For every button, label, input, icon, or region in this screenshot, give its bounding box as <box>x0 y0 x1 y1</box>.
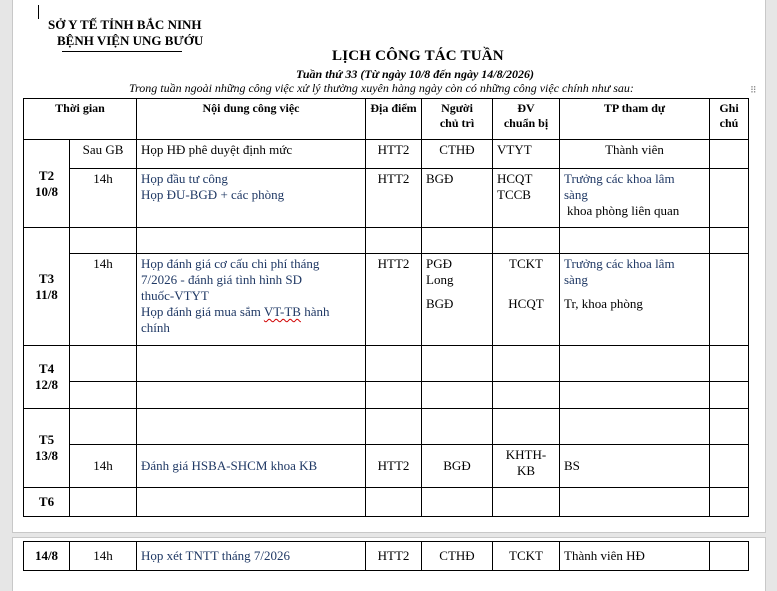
col-header-chair: Người chủ trì <box>422 99 493 140</box>
col-header-place: Địa điểm <box>366 99 422 140</box>
time-cell: 14h <box>70 254 137 346</box>
text-cursor <box>38 5 39 19</box>
time-cell: Sau GB <box>70 140 137 169</box>
table-row <box>24 488 749 517</box>
chair-cell: BGĐ <box>422 445 493 488</box>
col-header-attend: TP tham dự <box>560 99 710 140</box>
day-cell-14-8: 14/8 <box>24 542 70 571</box>
time-cell: 14h <box>70 542 137 571</box>
prep-cell: VTYT <box>493 140 560 169</box>
schedule-table-continued <box>23 541 749 571</box>
attend-cell: Trưởng các khoa lâm sàng Tr, khoa phòng <box>560 254 710 346</box>
content-cell: Họp đánh giá cơ cấu chi phí tháng 7/2026 - đánh giá tình hình SD thuốc-VTYT Họp đánh giá mua sắm VT-TB hành chính <box>137 254 366 346</box>
chair-cell: PGĐ Long BGĐ <box>422 254 493 346</box>
attend-cell: Trưởng các khoa lâm sàng khoa phòng liên quan <box>560 169 710 228</box>
attend-cell: BS <box>560 445 710 488</box>
col-header-note: Ghi chú <box>710 99 749 140</box>
document-subtitle: Tuần thứ 33 (Từ ngày 10/8 đến ngày 14/8/2026) <box>296 67 534 81</box>
org-underline <box>62 51 182 52</box>
content-cell: Họp HĐ phê duyệt định mức <box>137 140 366 169</box>
table-row <box>24 140 749 169</box>
col-header-time: Thời gian <box>24 99 137 140</box>
note-cell <box>710 542 749 571</box>
day-cell-t2: T2 10/8 <box>24 140 70 228</box>
content-cell: Họp xét TNTT tháng 7/2026 <box>137 542 366 571</box>
col-header-content: Nội dung công việc <box>137 99 366 140</box>
schedule-table <box>23 98 749 517</box>
table-move-handle-icon[interactable]: ⠿ <box>750 85 757 95</box>
document-title: LỊCH CÔNG TÁC TUẦN <box>332 48 504 64</box>
day-cell-t5: T5 13/8 <box>24 409 70 488</box>
attend-cell: Thành viên HĐ <box>560 542 710 571</box>
org-name-line1: SỞ Y TẾ TỈNH BẮC NINH <box>48 17 202 32</box>
table-row <box>24 409 749 445</box>
table-row <box>24 382 749 409</box>
content-cell: Đánh giá HSBA-SHCM khoa KB <box>137 445 366 488</box>
place-cell: HTT2 <box>366 542 422 571</box>
chair-cell: CTHĐ <box>422 140 493 169</box>
document-note: Trong tuần ngoài những công việc xử lý thường xuyên hàng ngày còn có những công việc chính như sau: <box>129 81 634 95</box>
table-row <box>24 228 749 254</box>
place-cell: HTT2 <box>366 445 422 488</box>
attend-cell: Thành viên <box>560 140 710 169</box>
table-row <box>24 542 749 571</box>
time-cell: 14h <box>70 445 137 488</box>
note-cell <box>710 445 749 488</box>
place-cell: HTT2 <box>366 140 422 169</box>
note-cell <box>710 169 749 228</box>
chair-cell: BGĐ <box>422 169 493 228</box>
content-cell: Họp đầu tư công Họp ĐU-BGĐ + các phòng <box>137 169 366 228</box>
day-cell-t3: T3 11/8 <box>24 228 70 346</box>
place-cell: HTT2 <box>366 254 422 346</box>
table-row <box>24 169 749 228</box>
table-row <box>24 445 749 488</box>
place-cell: HTT2 <box>366 169 422 228</box>
prep-cell: TCKT HCQT <box>493 254 560 346</box>
table-row <box>24 254 749 346</box>
note-cell <box>710 254 749 346</box>
day-cell-t4: T4 12/8 <box>24 346 70 409</box>
table-row <box>24 346 749 382</box>
prep-cell: TCKT <box>493 542 560 571</box>
day-cell-t6: T6 <box>24 488 70 517</box>
prep-cell: KHTH- KB <box>493 445 560 488</box>
prep-cell: HCQT TCCB <box>493 169 560 228</box>
table-header-row <box>24 99 749 140</box>
chair-cell: CTHĐ <box>422 542 493 571</box>
org-name-line2: BỆNH VIỆN UNG BƯỚU <box>57 33 204 48</box>
col-header-prep: ĐV chuẩn bị <box>493 99 560 140</box>
note-cell <box>710 140 749 169</box>
time-cell: 14h <box>70 169 137 228</box>
